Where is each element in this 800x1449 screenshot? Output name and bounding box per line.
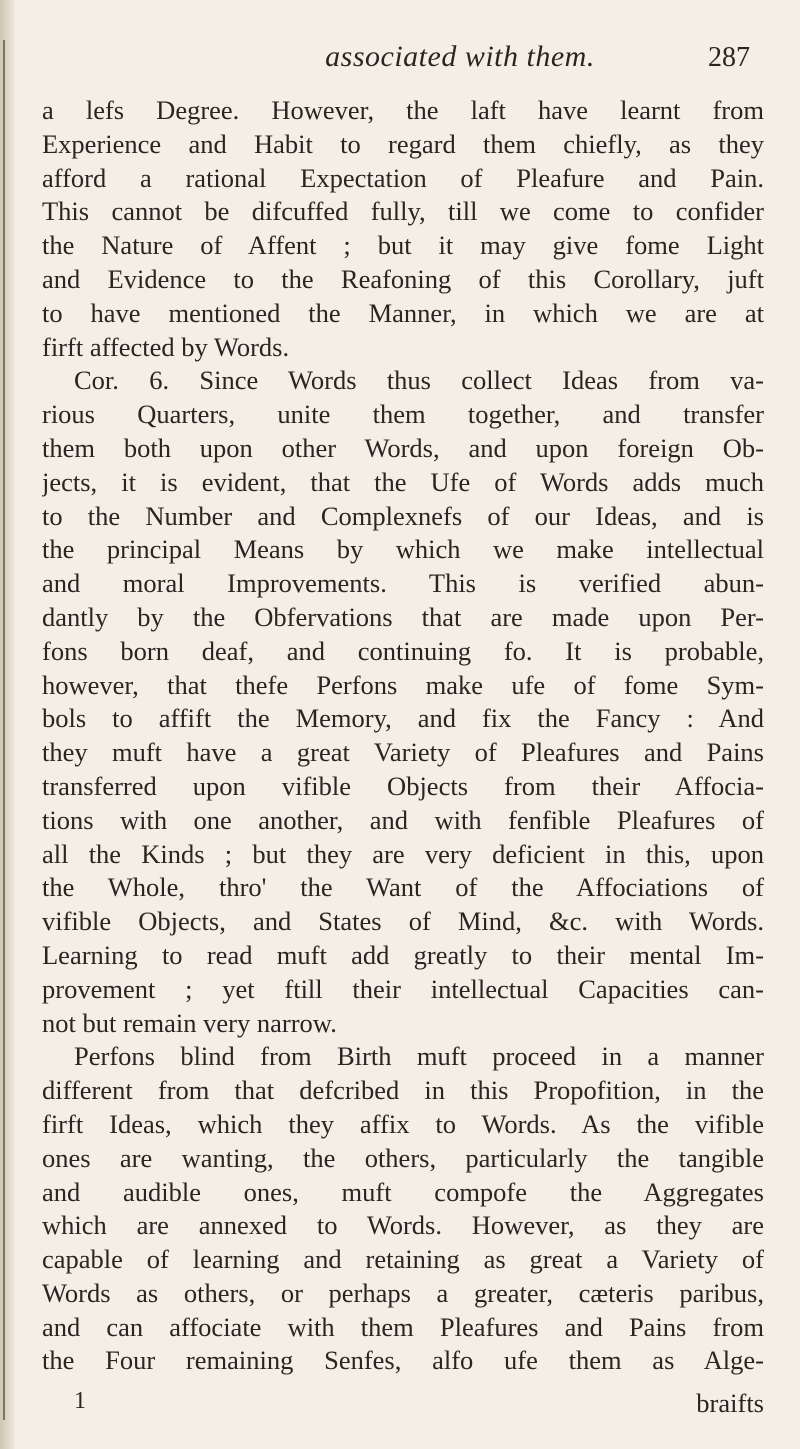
text-line: dantly by the Obfervations that are made upon Per-: [42, 601, 764, 632]
text-line: and Evidence to the Reafoning of this Corollary, juft: [42, 263, 764, 294]
body-text: [42, 94, 764, 1378]
text-line: the Nature of Affent ; but it may give fome Light: [42, 230, 764, 261]
text-line: transferred upon vifible Objects from their Affocia-: [42, 770, 764, 801]
text-line: not but remain very narrow.: [42, 1007, 337, 1038]
text-line: rious Quarters, unite them together, and transfer: [42, 399, 764, 430]
text-line: to the Number and Complexnefs of our Ideas, and is: [42, 500, 764, 531]
text-line: afford a rational Expectation of Pleafure and Pain.: [42, 162, 764, 193]
text-line: fons born deaf, and continuing fo. It is probable,: [42, 635, 764, 666]
text-line: Words as others, or perhaps a greater, cæteris paribus,: [42, 1277, 764, 1308]
text-line: different from that defcribed in this Propofition, in the: [42, 1075, 764, 1106]
text-line: firft Ideas, which they affix to Words. As the vifible: [42, 1108, 764, 1139]
text-line: the Whole, thro' the Want of the Affociations of: [42, 872, 764, 903]
text-line: This cannot be difcuffed fully, till we come to confider: [42, 196, 764, 227]
page-gutter: [0, 0, 14, 1449]
text-line: capable of learning and retaining as great a Variety of: [42, 1244, 764, 1275]
catchword: braifts: [696, 1388, 764, 1418]
page-header: [0, 40, 800, 90]
text-line: bols to affift the Memory, and fix the Fancy : And: [42, 703, 764, 734]
text-line: to have mentioned the Manner, in which we are at: [42, 297, 764, 328]
text-line: all the Kinds ; but they are very deficient in this, upon: [42, 838, 764, 869]
text-line: provement ; yet ftill their intellectual Capacities can-: [42, 973, 764, 1004]
text-line: Experience and Habit to regard them chiefly, as they: [42, 128, 764, 159]
text-line: vifible Objects, and States of Mind, &c. with Words.: [42, 906, 764, 937]
text-line: Learning to read muft add greatly to their mental Im-: [42, 939, 764, 970]
text-line: the Four remaining Senfes, alfo ufe them as Alge-: [42, 1345, 764, 1376]
text-line: tions with one another, and with fenfible Pleafures of: [42, 804, 764, 835]
signature-mark: 1: [74, 1388, 86, 1414]
text-line: firft affected by Words.: [42, 331, 290, 362]
page-footer: [42, 1388, 764, 1422]
text-line: however, that thefe Perfons make ufe of fome Sym-: [42, 669, 764, 700]
text-line: Cor. 6. Since Words thus collect Ideas from va-: [74, 365, 764, 396]
text-line: which are annexed to Words. However, as they are: [42, 1210, 764, 1241]
running-head: associated with them.: [325, 40, 595, 73]
text-line: and audible ones, muft compofe the Aggregates: [42, 1176, 764, 1207]
binding-edge: [3, 40, 5, 1420]
text-line: and moral Improvements. This is verified abun-: [42, 568, 764, 599]
text-line: jects, it is evident, that the Ufe of Words adds much: [42, 466, 764, 497]
text-line: a lefs Degree. However, the laft have learnt from: [42, 95, 764, 125]
text-line: the principal Means by which we make intellectual: [42, 534, 764, 565]
text-line: they muft have a great Variety of Pleafures and Pains: [42, 737, 764, 768]
text-line: them both upon other Words, and upon foreign Ob-: [42, 432, 764, 463]
text-line: Perfons blind from Birth muft proceed in a manner: [74, 1041, 764, 1072]
page-number: 287: [708, 42, 750, 73]
text-line: and can affociate with them Pleafures and Pains from: [42, 1311, 764, 1342]
text-line: ones are wanting, the others, particularly the tangible: [42, 1142, 764, 1173]
